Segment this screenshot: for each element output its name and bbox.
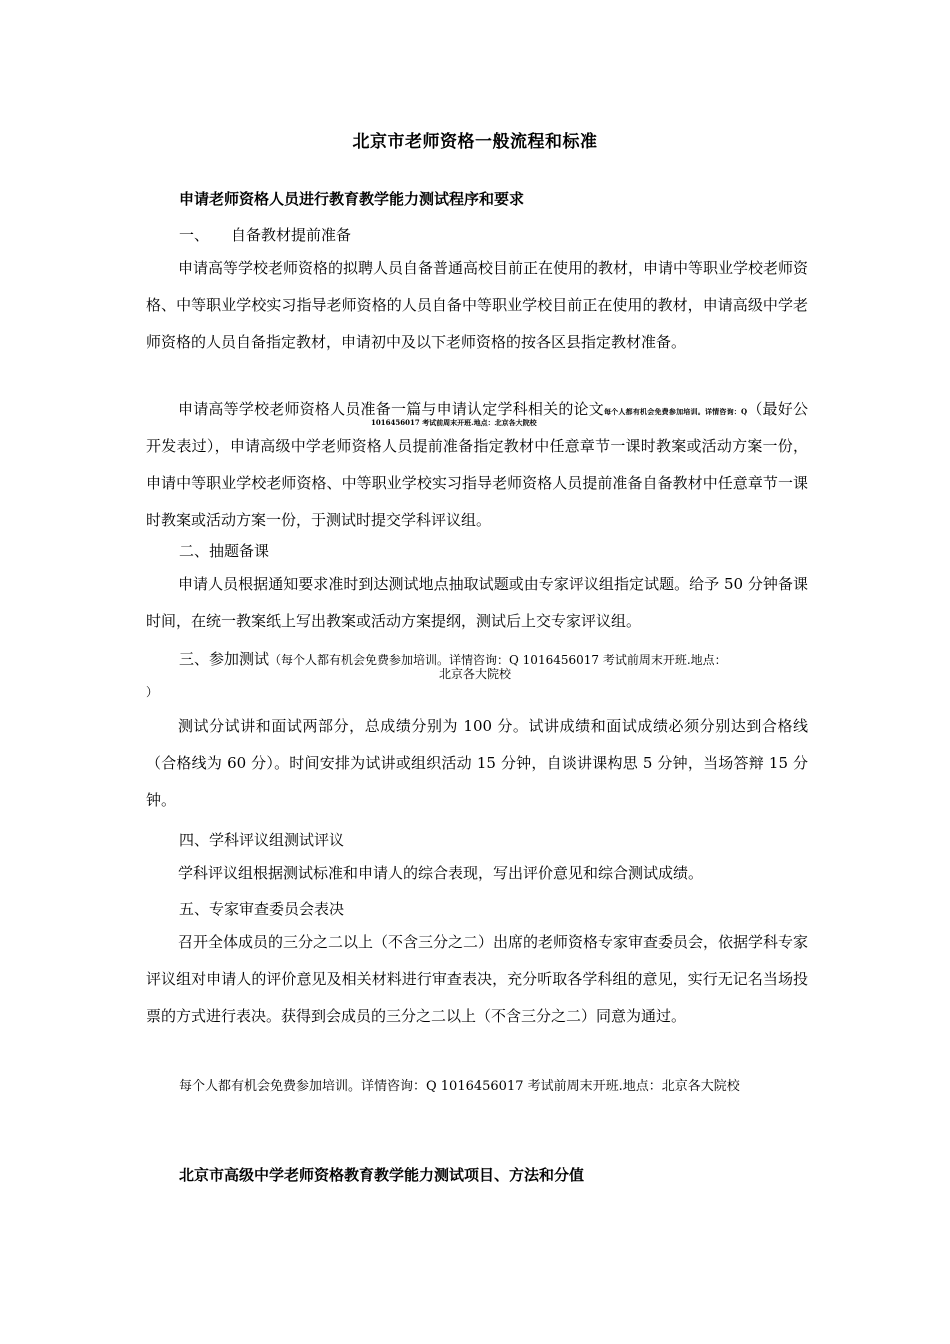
step5-paragraph: 召开全体成员的三分之二以上（不含三分之二）出席的老师资格专家审查委员会，依据学科专家评议组对申请人的评价意见及相关材料进行审查表决，充分听取各学科组的意见，实行无记名当场投票的方式进行表决。获得到会成员的三分之二以上（不含三分之二）同意为通过。 bbox=[146, 933, 809, 1025]
step2-paragraph: 申请人员根据通知要求准时到达测试地点抽取试题或由专家评议组指定试题。给予 50 分钟备课时间，在统一教案纸上写出教案或活动方案提纲，测试后上交专家评议组。 bbox=[146, 575, 808, 630]
step1-heading-text: 自备教材提前准备 bbox=[231, 226, 352, 244]
step1-paragraph-2 bbox=[146, 391, 808, 539]
footnote-ad: 每个人都有机会免费参加培训。详情咨询：Q 1016456017 考试前周末开班.地点：北京各大院校 bbox=[179, 1079, 740, 1094]
step5-heading: 五、专家审查委员会表决 bbox=[179, 900, 345, 918]
inline-ad-note: 每个人都有机会免费参加培训。详情咨询：Q bbox=[603, 407, 748, 416]
page-title: 北京市老师资格一般流程和标准 bbox=[352, 132, 598, 152]
step3-heading-text: 三、参加测试 bbox=[179, 650, 270, 668]
section-title: 申请老师资格人员进行教育教学能力测试程序和要求 bbox=[179, 190, 525, 208]
step4-paragraph: 学科评议组根据测试标准和申请人的综合表现，写出评价意见和综合测试成绩。 bbox=[178, 864, 704, 882]
step4-heading: 四、学科评议组测试评议 bbox=[179, 831, 345, 849]
step1-heading bbox=[179, 224, 351, 245]
step1-paragraph-1: 申请高等学校老师资格的拟聘人员自备普通高校目前正在使用的教材，申请中等职业学校老师资格、中等职业学校实习指导老师资格的人员自备中等职业学校目前正在使用的教材，申请高级中学老师资格的人员自备指定教材，申请初中及以下老师资格的按各区县指定教材准备。 bbox=[146, 259, 809, 351]
step1-paragraph-2-rest: （最好公开发表过），申请高级中学老师资格人员提前准备指定教材中任意章节一课时教案或活动方案一份，申请中等职业学校老师资格、中等职业学校实习指导老师资格人员提前准备自备教材中任意章节一课时教案或活动方案一份，于测试时提交学科评议组。 bbox=[146, 400, 808, 529]
step2-heading: 二、抽题备课 bbox=[179, 542, 270, 560]
step3-note-close: ） bbox=[146, 685, 159, 699]
step1-paragraph-2-start: 申请高等学校老师资格人员准备一篇与申请认定学科相关的论文 bbox=[178, 400, 604, 418]
section-2-title: 北京市高级中学老师资格教育教学能力测试项目、方法和分值 bbox=[179, 1166, 585, 1184]
step3-paragraph: 测试分试讲和面试两部分，总成绩分别为 100 分。试讲成绩和面试成绩必须分别达到合格线（合格线为 60 分）。时间安排为试讲或组织活动 15 分钟，自谈讲课构思 5 分钟，当场答辩 15 分钟。 bbox=[146, 717, 808, 809]
inline-ad-note-line2: 1016456017 考试前周末开班.地点：北京各大院校 bbox=[371, 418, 537, 427]
step3-note: （每个人都有机会免费参加培训。详情咨询：Q 1016456017 考试前周末开班.地点： bbox=[269, 653, 727, 667]
step1-heading-number: 一、 bbox=[179, 226, 210, 244]
step3-note-line2: 北京各大院校 bbox=[438, 667, 511, 681]
